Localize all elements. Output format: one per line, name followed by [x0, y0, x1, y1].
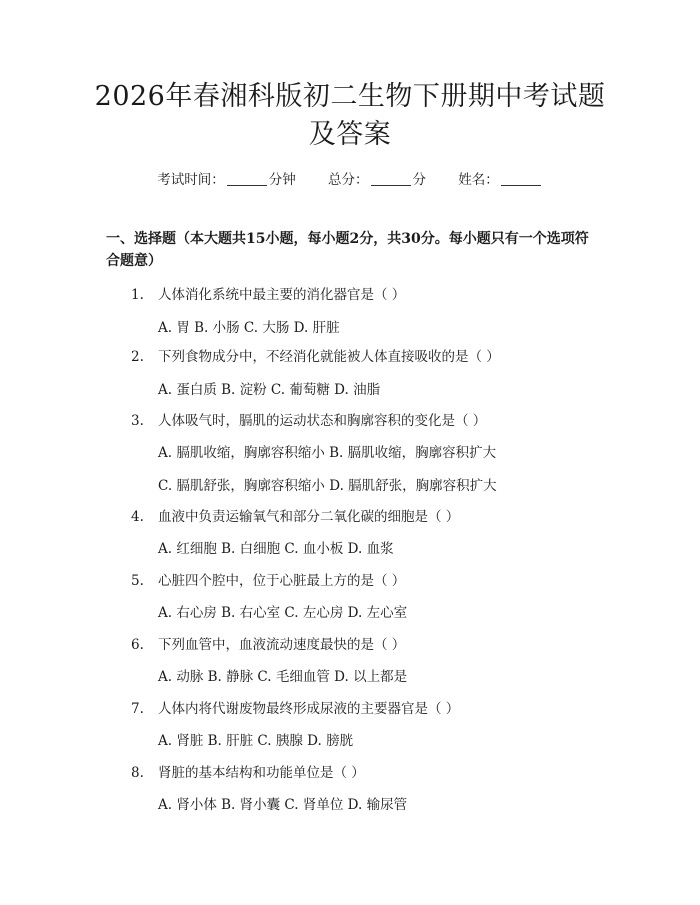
name-blank: [501, 171, 541, 186]
score-blank: [371, 171, 411, 186]
question-text: 人体内将代谢废物最终形成尿液的主要器官是（ ）: [158, 701, 460, 717]
question-2: [131, 345, 500, 365]
question-number: 2.: [131, 349, 144, 365]
page-title: 2026年春湘科版初二生物下册期中考试题及答案: [94, 81, 606, 150]
question-text: 心脏四个腔中，位于心脏最上方的是（ ）: [158, 573, 406, 589]
score-unit: 分: [412, 172, 426, 188]
question-number: 4.: [131, 509, 144, 525]
question-text: 肾脏的基本结构和功能单位是（ ）: [158, 765, 365, 781]
time-unit: 分钟: [268, 172, 296, 188]
question-number: 6.: [131, 637, 144, 653]
exam-name: [458, 168, 543, 188]
question-text: 人体消化系统中最主要的消化器官是（ ）: [158, 287, 406, 303]
question-number: 7.: [131, 701, 144, 717]
exam-score: [328, 168, 426, 188]
exam-time: [157, 168, 296, 188]
score-label: 总分：: [328, 172, 369, 188]
question-8-options: A. 肾小体 B. 肾小囊 C. 肾单位 D. 输尿管: [158, 797, 408, 813]
question-number: 3.: [131, 413, 144, 429]
question-text: 血液中负责运输氧气和部分二氧化碳的细胞是（ ）: [158, 509, 460, 525]
question-5-options: A. 右心房 B. 右心室 C. 左心房 D. 左心室: [158, 605, 408, 621]
question-7-options: A. 肾脏 B. 肝脏 C. 胰腺 D. 膀胱: [158, 733, 354, 749]
question-7: [131, 697, 459, 717]
question-3-options-line-2: C. 膈肌舒张，胸廓容积缩小 D. 膈肌舒张，胸廓容积扩大: [158, 478, 497, 494]
section-title: 一、选择题（本大题共15小题，每小题2分，共30分。每小题只有一个选项符合题意）: [106, 231, 589, 269]
question-6-options: A. 动脉 B. 静脉 C. 毛细血管 D. 以上都是: [158, 669, 408, 685]
question-3: [131, 409, 486, 429]
name-label: 姓名：: [458, 172, 499, 188]
question-1: [131, 283, 405, 303]
question-text: 下列血管中，血液流动速度最快的是（ ）: [158, 637, 406, 653]
question-6: [131, 633, 405, 653]
question-1-options: A. 胃 B. 小肠 C. 大肠 D. 肝脏: [158, 320, 340, 336]
question-5: [131, 569, 405, 589]
question-4-options: A. 红细胞 B. 白细胞 C. 血小板 D. 血浆: [158, 541, 394, 557]
question-number: 8.: [131, 765, 144, 781]
time-label: 考试时间：: [157, 172, 225, 188]
question-number: 1.: [131, 287, 144, 303]
exam-meta: [0, 168, 700, 188]
question-4: [131, 505, 459, 525]
question-text: 下列食物成分中，不经消化就能被人体直接吸收的是（ ）: [158, 349, 500, 365]
question-text: 人体吸气时，膈肌的运动状态和胸廓容积的变化是（ ）: [158, 413, 487, 429]
question-number: 5.: [131, 573, 144, 589]
question-2-options: A. 蛋白质 B. 淀粉 C. 葡萄糖 D. 油脂: [158, 382, 381, 398]
question-3-options-line-1: A. 膈肌收缩，胸廓容积缩小 B. 膈肌收缩，胸廓容积扩大: [158, 445, 497, 461]
time-blank: [227, 171, 267, 186]
question-8: [131, 761, 365, 781]
